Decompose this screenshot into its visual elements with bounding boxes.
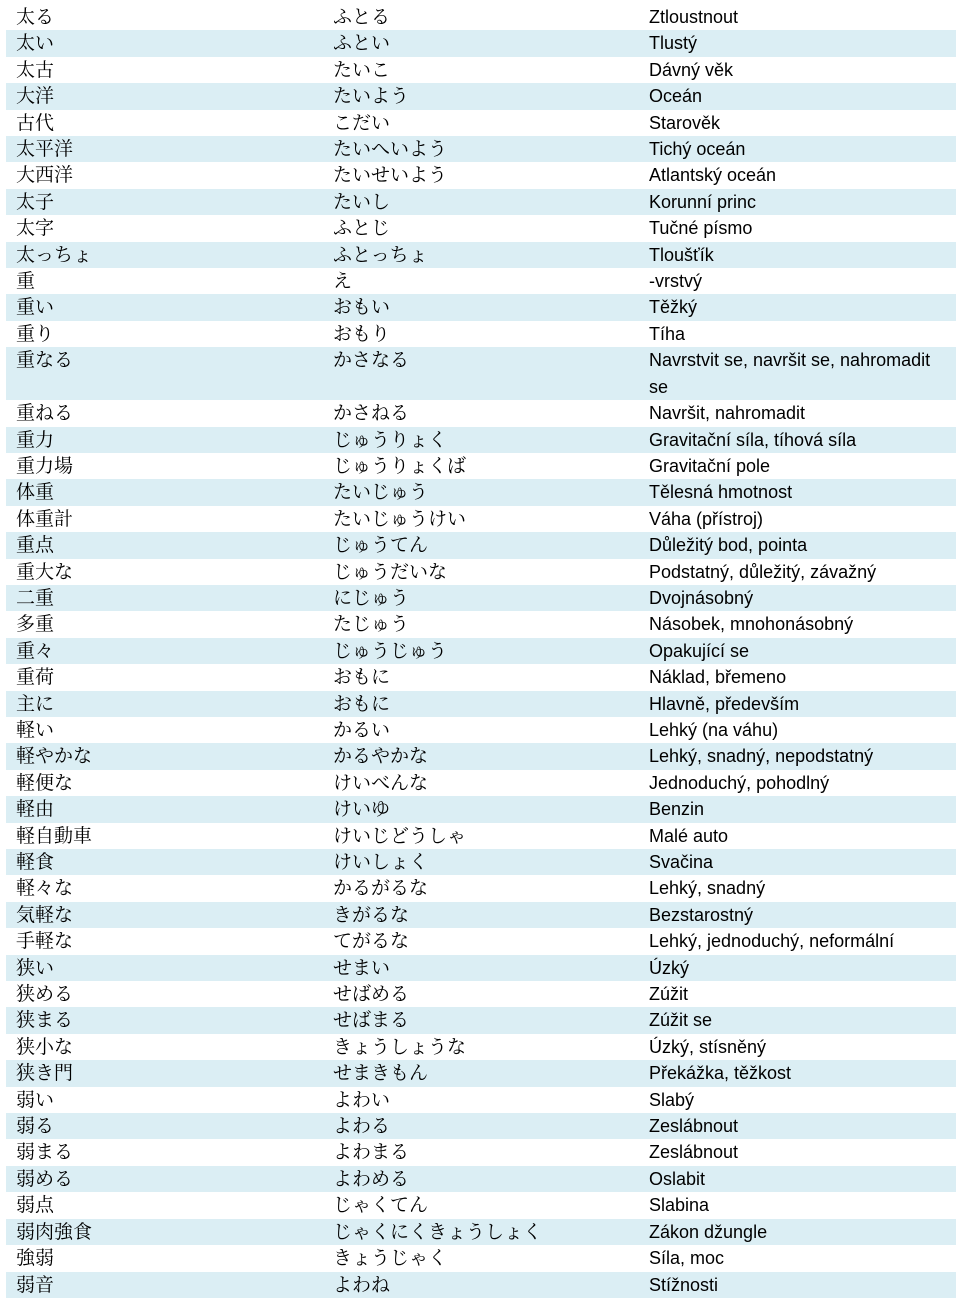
reading-cell: かるい [333,718,391,741]
table-row [6,875,956,901]
meaning-cell: Náklad, břemeno [649,667,787,688]
meaning-cell: Váha (přístroj) [649,508,764,529]
table-row [6,1192,956,1218]
meaning-cell: Svačina [639,849,956,875]
kanji-cell: 弱い [16,1088,55,1111]
table-row [6,242,956,268]
meaning-cell: Dávný věk [649,59,734,80]
table-row [6,638,956,664]
reading-cell: たいよう [323,83,639,109]
meaning-cell: Gravitační pole [649,455,771,476]
table-row [6,1166,956,1192]
meaning-cell: Korunní princ [639,189,956,215]
reading-cell: けいべんな [333,771,429,794]
meaning-cell: Zúžit se [639,1007,956,1033]
kanji-cell: 主に [6,691,323,717]
reading-cell: たじゅう [333,613,410,636]
table-row [6,189,956,215]
kanji-cell: 重なる [6,347,323,400]
reading-cell: たいじゅうけい [333,507,467,530]
table-row [6,453,956,479]
kanji-cell: 気軽な [6,902,323,928]
kanji-cell: 太平洋 [6,136,323,162]
table-row [6,4,956,30]
meaning-cell: Ztloustnout [649,7,739,27]
kanji-cell: 大洋 [6,83,323,109]
reading-cell: たいせいよう [333,164,448,187]
table-row [6,981,956,1007]
kanji-cell: 重々 [6,638,323,664]
kanji-cell: 軽自動車 [16,824,93,847]
meaning-cell: Opakující se [639,638,956,664]
reading-cell: こだい [333,111,391,134]
meaning-cell: Slabina [649,1195,710,1216]
reading-cell: よわめる [323,1166,639,1192]
kanji-cell: 手軽な [16,930,74,953]
table-row [6,400,956,426]
kanji-cell: 狭める [16,983,74,1006]
table-row [6,1007,956,1033]
kanji-cell: 重荷 [16,666,55,689]
table-row [6,823,956,849]
reading-cell: てがるな [333,930,410,953]
kanji-cell: 軽やかな [6,743,323,769]
table-row [6,717,956,743]
table-row [6,479,956,505]
meaning-cell: Tučné písmo [649,218,753,239]
meaning-cell: Zeslábnout [649,1142,739,1163]
kanji-cell: 軽由 [6,796,323,822]
kanji-cell: 弱点 [16,1194,55,1217]
table-row [6,506,956,532]
table-row [6,57,956,83]
meaning-cell: Oslabit [639,1166,956,1192]
kanji-cell: 狭まる [6,1007,323,1033]
kanji-cell: 太る [16,6,55,28]
reading-cell: かるやかな [323,743,639,769]
reading-cell: じゃくにくきょうしょく [323,1219,639,1245]
meaning-cell: -vrstvý [649,271,702,292]
reading-cell: ふとじ [333,217,391,240]
meaning-cell: Důležitý bod, pointa [639,532,956,558]
reading-cell: よわい [333,1088,391,1111]
reading-cell: せばめる [333,983,410,1006]
table-row [6,691,956,717]
table-row [6,664,956,690]
table-row [6,770,956,796]
reading-cell: せまきもん [323,1060,639,1086]
meaning-cell: Lehký, jednoduchý, neformální [649,931,895,952]
table-row [6,136,956,162]
table-row [6,902,956,928]
reading-cell: え [333,270,353,293]
table-row [6,532,956,558]
kanji-cell: 狭小な [16,1035,74,1058]
meaning-cell: Dvojnásobný [639,585,956,611]
table-row [6,427,956,453]
reading-cell: おもい [323,294,639,320]
reading-cell: ふとる [333,6,391,28]
table-row [6,1272,956,1298]
kanji-cell: 太古 [16,58,55,81]
reading-cell: けいゆ [323,796,639,822]
meaning-cell: Zúžit [649,984,689,1005]
table-row [6,83,956,109]
table-row [6,1245,956,1271]
kanji-cell: 狭い [6,955,323,981]
reading-cell: おもり [333,322,391,345]
meaning-cell: Starověk [649,112,721,133]
meaning-cell: Jednoduchý, pohodlný [649,772,830,793]
reading-cell: かさねる [333,402,410,425]
meaning-cell: Síla, moc [649,1248,725,1269]
meaning-cell: Tíha [649,323,686,344]
reading-cell: じゃくてん [333,1194,429,1217]
meaning-cell: Lehký (na váhu) [649,719,779,740]
table-row [6,268,956,294]
table-row [6,294,956,320]
table-row [6,1087,956,1113]
reading-cell: かるがるな [333,877,429,900]
table-row [6,30,956,56]
meaning-cell: Navršit, nahromadit [649,403,806,424]
meaning-cell: Benzin [639,796,956,822]
vocabulary-table-body [6,4,956,1298]
table-row [6,796,956,822]
kanji-cell: 弱まる [16,1141,74,1164]
table-row [6,1034,956,1060]
table-row [6,1113,956,1139]
meaning-cell: Oceán [639,83,956,109]
vocabulary-table [6,4,956,1298]
kanji-cell: 多重 [16,613,55,636]
reading-cell: きょうじゃく [333,1247,448,1270]
meaning-cell: Tělesná hmotnost [639,479,956,505]
meaning-cell: Násobek, mnohonásobný [649,614,854,635]
reading-cell: たいじゅう [323,479,639,505]
meaning-cell: Bezstarostný [639,902,956,928]
reading-cell: けいじどうしゃ [333,824,467,847]
meaning-cell: Tichý oceán [639,136,956,162]
reading-cell: せばまる [323,1007,639,1033]
kanji-cell: 軽食 [6,849,323,875]
kanji-cell: 強弱 [16,1247,55,1270]
reading-cell: たいへいよう [323,136,639,162]
kanji-cell: 体重計 [16,507,74,530]
table-row [6,611,956,637]
reading-cell: たいこ [333,58,391,81]
reading-cell: きょうしょうな [333,1035,467,1058]
kanji-cell: 古代 [16,111,55,134]
meaning-cell: Gravitační síla, tíhová síla [639,427,956,453]
reading-cell: よわね [323,1272,639,1298]
kanji-cell: 弱音 [6,1272,323,1298]
reading-cell: じゅうりょくば [333,454,467,477]
reading-cell: せまい [323,955,639,981]
meaning-cell: Těžký [639,294,956,320]
reading-cell: けいしょく [323,849,639,875]
kanji-cell: 弱める [6,1166,323,1192]
meaning-cell: Úzký, stísněný [649,1036,767,1057]
table-row [6,559,956,585]
kanji-cell: 二重 [6,585,323,611]
reading-cell: たいし [323,189,639,215]
table-row [6,585,956,611]
meaning-cell: Hlavně, především [639,691,956,717]
kanji-cell: 太子 [6,189,323,215]
table-row [6,955,956,981]
reading-cell: じゅうりょく [323,427,639,453]
table-row [6,162,956,188]
kanji-cell: 太字 [16,217,55,240]
meaning-cell: Překážka, těžkost [639,1060,956,1086]
table-row [6,743,956,769]
meaning-cell: Navrstvit se, navršit se, nahromadit se [639,347,956,400]
kanji-cell: 体重 [6,479,323,505]
kanji-cell: 重力場 [16,454,74,477]
kanji-cell: 太っちょ [6,242,323,268]
kanji-cell: 大西洋 [16,164,74,187]
kanji-cell: 重点 [6,532,323,558]
meaning-cell: Slabý [649,1089,695,1110]
reading-cell: ふとい [323,30,639,56]
meaning-cell: Tloušťík [639,242,956,268]
meaning-cell: Úzký [639,955,956,981]
kanji-cell: 重り [16,322,55,345]
reading-cell: よわまる [333,1141,410,1164]
table-row [6,347,956,400]
reading-cell: じゅうてん [323,532,639,558]
kanji-cell: 狭き門 [6,1060,323,1086]
kanji-cell: 重力 [6,427,323,453]
meaning-cell: Zeslábnout [639,1113,956,1139]
table-row [6,215,956,241]
kanji-cell: 太い [6,30,323,56]
kanji-cell: 重い [6,294,323,320]
reading-cell: きがるな [323,902,639,928]
kanji-cell: 軽便な [16,771,74,794]
meaning-cell: Malé auto [649,825,729,846]
kanji-cell: 弱る [6,1113,323,1139]
table-row [6,849,956,875]
reading-cell: よわる [323,1113,639,1139]
table-row [6,928,956,954]
reading-cell: じゅうだいな [333,560,448,583]
table-row [6,1139,956,1165]
kanji-cell: 軽い [16,718,55,741]
kanji-cell: 軽々な [16,877,74,900]
kanji-cell: 重ねる [16,402,74,425]
reading-cell: おもに [323,691,639,717]
reading-cell: にじゅう [323,585,639,611]
table-row [6,321,956,347]
table-row [6,1060,956,1086]
meaning-cell: Tlustý [639,30,956,56]
table-row [6,1219,956,1245]
meaning-cell: Atlantský oceán [649,165,777,186]
meaning-cell: Lehký, snadný, nepodstatný [639,743,956,769]
reading-cell: かさなる [323,347,639,400]
reading-cell: おもに [333,666,391,689]
meaning-cell: Podstatný, důležitý, závažný [649,561,877,582]
reading-cell: ふとっちょ [323,242,639,268]
meaning-cell: Zákon džungle [639,1219,956,1245]
meaning-cell: Lehký, snadný [649,878,766,899]
reading-cell: じゅうじゅう [323,638,639,664]
kanji-cell: 弱肉強食 [6,1219,323,1245]
meaning-cell: Stížnosti [639,1272,956,1298]
table-row [6,110,956,136]
kanji-cell: 重 [16,270,36,293]
kanji-cell: 重大な [16,560,74,583]
